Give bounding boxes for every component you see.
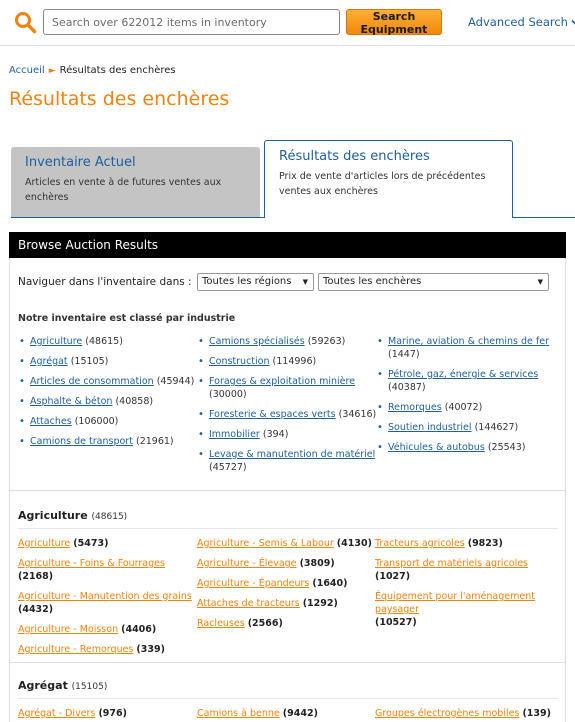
industry-link[interactable]: Véhicules & autobus [388,442,485,453]
category-list-item [375,707,555,720]
agriculture-column-3 [375,537,555,636]
tab-description: Prix de vente d'articles lors de précédentes ventes aux enchères [279,171,486,197]
category-link[interactable]: Agriculture - Remorques [18,644,134,655]
item-count: (394) [262,429,289,440]
industry-list-item [376,401,556,414]
industry-link[interactable]: Articles de consommation [30,376,154,387]
item-count: (1027) [375,571,411,582]
auction-select[interactable] [318,273,549,291]
category-link[interactable]: Agriculture - Semis & Labour [197,538,334,549]
item-count: (34616) [338,409,377,420]
item-count: (15105) [70,356,109,367]
header-divider [0,45,575,46]
section-divider [9,490,566,491]
industry-list-item [18,335,198,348]
item-count: (45727) [209,462,247,473]
category-link[interactable]: Agriculture [18,538,71,549]
item-count: (59263) [307,336,346,347]
industry-link[interactable]: Forages & exploitation minière [209,376,356,387]
navigate-row [18,273,558,293]
item-count: (114996) [272,356,317,367]
item-count: (339) [136,644,165,655]
industry-link[interactable]: Asphalte & béton [30,396,113,407]
category-list-item [375,590,555,629]
navigate-label: Naviguer dans l'inventaire dans : [18,276,192,288]
category-link[interactable]: Transport de matériels agricoles [375,558,529,569]
industry-link[interactable]: Camions spécialisés [209,336,305,347]
page-title: Résultats des enchères [9,88,230,110]
breadcrumb-arrow-icon: ► [48,66,56,76]
industry-column-2 [197,335,377,481]
industry-list-item [18,395,198,408]
tab-title: Inventaire Actuel [25,155,136,170]
industry-column-1 [18,335,198,455]
category-list-item [197,577,373,590]
agregat-column-1 [18,707,194,722]
category-link[interactable]: Agrégat - Divers [18,708,96,719]
tab-description: Articles en vente à de futures ventes aux enchères [25,177,222,203]
top-search-bar [0,0,575,46]
item-count: (4432) [18,604,54,615]
category-link[interactable]: Agriculture - Élevage [197,558,297,569]
tab-title: Résultats des enchères [279,149,430,164]
industry-list-item [197,335,377,348]
industry-link[interactable]: Pétrole, gaz, énergie & services [388,369,539,380]
search-icon[interactable] [13,10,37,34]
item-count: (144627) [474,422,519,433]
industry-link[interactable]: Agriculture [30,336,83,347]
item-count: (40387) [388,382,426,393]
item-count: (1292) [302,598,338,609]
section-subdivider [18,528,558,529]
category-link[interactable]: Agriculture - Épandeurs [197,578,310,589]
region-select[interactable] [197,273,314,291]
item-count: (3809) [299,558,335,569]
industry-list-item [197,448,377,474]
item-count: (5473) [73,538,109,549]
section-heading-agriculture: Agriculture (48615) [18,509,128,522]
section-subdivider [18,698,558,699]
section-heading-agregat: Agrégat (15105) [18,679,108,692]
item-count: (106000) [74,416,119,427]
industry-list-item [197,408,377,421]
industry-link[interactable]: Attaches [30,416,72,427]
category-list-item [18,643,194,656]
agriculture-column-2 [197,537,373,637]
dropdown-arrow-icon: ▼ [302,278,308,286]
category-list-item [18,557,194,583]
chevron-down-icon [571,18,575,29]
industry-list-item [197,375,377,401]
item-count: (25543) [487,442,526,453]
category-list-item [197,707,373,720]
industry-list-item [197,355,377,368]
item-count: (48615) [85,336,123,347]
agregat-column-3 [375,707,555,722]
category-list-item [197,557,373,570]
industry-list-item [18,415,198,428]
breadcrumb-home-link[interactable]: Accueil [9,65,45,76]
item-count: (9442) [282,708,318,719]
item-count: (139) [522,708,551,719]
industry-link[interactable]: Remorques [388,402,442,413]
item-count: (976) [98,708,127,719]
industry-list-item [376,368,556,394]
category-list-item [18,623,194,636]
agregat-column-2 [197,707,373,722]
industry-link[interactable]: Marine, aviation & chemins de fer [388,336,549,347]
industry-link[interactable]: Soutien industriel [388,422,472,433]
region-select-value: Toutes les régions [202,276,292,287]
industry-list-item [18,435,198,448]
category-list-item [197,537,373,550]
item-count: (45944) [156,376,195,387]
industry-heading: Notre inventaire est classé par industrie [18,313,236,324]
item-count: (2168) [18,571,54,582]
advanced-search-link[interactable] [468,15,575,29]
item-count: (4130) [336,538,372,549]
category-list-item [375,537,555,550]
tab-inventaire-actuel[interactable] [11,147,260,217]
industry-column-3 [376,335,556,461]
item-count: (9823) [467,538,503,549]
category-list-item [197,617,373,630]
category-link[interactable]: Attaches de tracteurs [197,598,300,609]
item-count: (21961) [135,436,174,447]
advanced-search-label: Advanced Search [468,15,568,29]
search-input[interactable] [43,9,340,35]
breadcrumb-current: Résultats des enchères [59,65,176,76]
category-list-item [18,537,194,550]
category-list-item [197,597,373,610]
category-link[interactable]: Racleuses [197,618,245,629]
item-count: (30000) [209,389,247,400]
category-link[interactable]: Agriculture - Moisson [18,624,119,635]
category-list-item [18,590,194,616]
item-count: (40072) [444,402,483,413]
section-divider [9,662,566,663]
item-count: (1640) [312,578,348,589]
breadcrumb [9,65,176,76]
dropdown-arrow-icon: ▼ [537,278,543,286]
category-link[interactable]: Tracteurs agricoles [375,538,465,549]
auction-select-value: Toutes les enchères [323,276,422,287]
industry-list-item [376,421,556,434]
industry-link[interactable]: Levage & manutention de matériel [209,449,376,460]
item-count: (1447) [388,349,420,360]
item-count: (40858) [115,396,154,407]
category-list-item [375,557,555,583]
industry-list-item [18,375,198,388]
category-link[interactable]: Groupes électrogènes mobiles [375,708,520,719]
industry-link[interactable]: Agrégat [30,356,68,367]
browse-auction-results-header: Browse Auction Results [9,232,566,258]
industry-link[interactable]: Camions de transport [30,436,133,447]
industry-link[interactable]: Foresterie & espaces verts [209,409,336,420]
industry-link[interactable]: Construction [209,356,270,367]
agriculture-column-1 [18,537,194,663]
industry-list-item [376,335,556,361]
category-link[interactable]: Agriculture - Manutention des grains [18,591,192,602]
industry-list-item [376,441,556,454]
category-list-item [18,707,194,720]
industry-list-item [18,355,198,368]
industry-list-item [197,428,377,441]
item-count: (2566) [247,618,283,629]
item-count: (4406) [121,624,157,635]
search-equipment-button[interactable]: Search Equipment [346,9,442,35]
tab-resultats-encheres[interactable] [264,140,513,218]
category-link[interactable]: Équipement pour l'aménagement paysager [375,591,535,615]
item-count: (10527) [375,617,417,628]
category-link[interactable]: Agriculture - Foins & Fourrages [18,558,165,569]
category-link[interactable]: Camions à benne [197,708,280,719]
industry-link[interactable]: Immobilier [209,429,260,440]
